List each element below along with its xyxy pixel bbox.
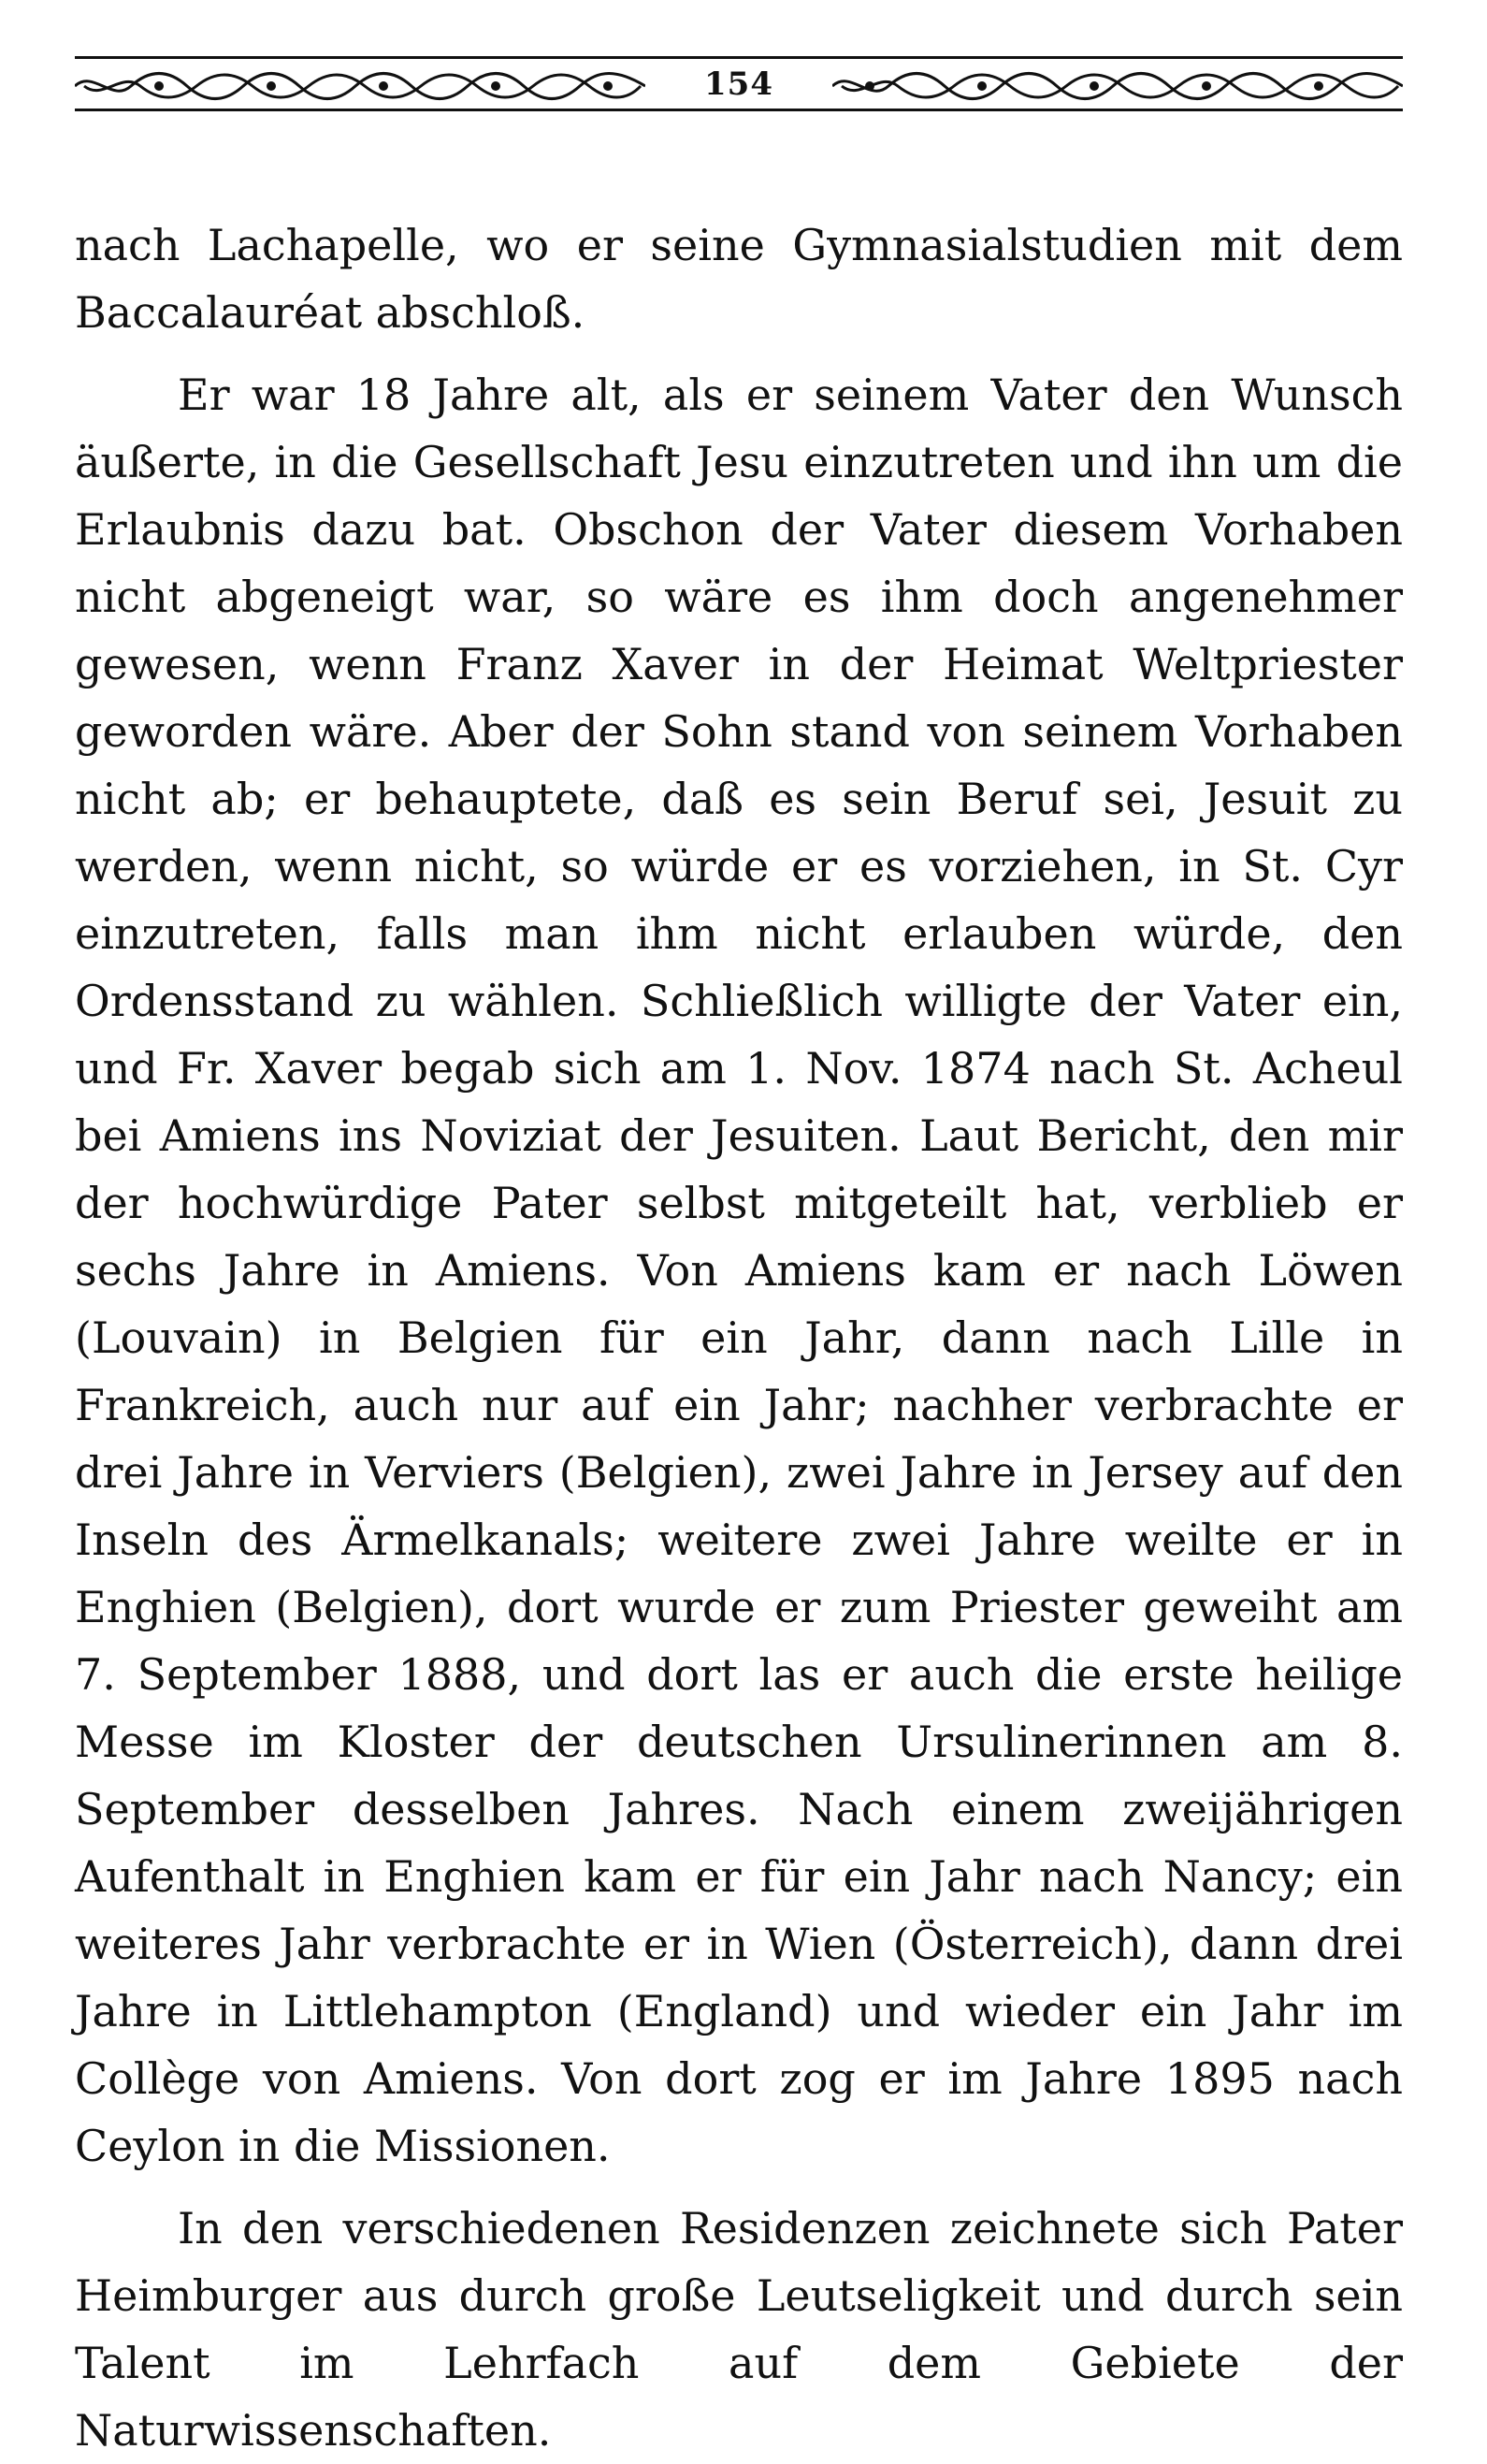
decorative-vine-border-icon <box>832 69 1403 103</box>
page-header <box>75 47 1403 122</box>
paragraph-1: nach Lachapelle, wo er seine Gymnasialstudien mit dem Baccalauréat abschloß. <box>75 220 1403 338</box>
paragraph-2: Er war 18 Jahre alt, als er seinem Vater den Wunsch äußerte, in die Gesellschaft Jesu einzutreten und ihn um die Erlaubnis dazu bat. Obschon der Vater diesem Vorhaben nicht abgeneigt war, so wäre es ihm doch angenehmer gewesen, wenn Franz Xaver in der Heimat Weltpriester geworden wäre. Aber der Sohn stand von seinem Vorhaben nicht ab; er behauptete, daß es sein Beruf sei, Jesuit zu werden, wenn nicht, so würde er es vorziehen, in St. Cyr einzutreten, falls man ihm nicht erlauben würde, den Ordensstand zu wählen. Schließlich willigte der Vater ein, und Fr. Xaver begab sich am 1. Nov. 1874 nach St. Acheul bei Amiens ins Noviziat der Jesuiten. Laut Bericht, den mir der hochwürdige Pater selbst mitgeteilt hat, verblieb er sechs Jahre in Amiens. Von Amiens kam er nach Löwen (Louvain) in Belgien für ein Jahr, dann nach Lille in Frankreich, auch nur auf ein Jahr; nachher verbrachte er drei Jahre in Verviers (Belgien), zwei Jahre in Jersey auf den Inseln des Ärmelkanals; weitere zwei Jahre weilte er in Enghien (Belgien), dort wurde er zum Priester geweiht am 7. September 1888, und dort las er auch die erste heilige Messe im Kloster der deutschen Ursulinerinnen am 8. September desselben Jahres. Nach einem zweijährigen Aufenthalt in Enghien kam er für ein Jahr nach Nancy; ein weiteres Jahr verbrachte er in Wien (Österreich), dann drei Jahre in Littlehampton (England) und wieder ein Jahr im Collège von Amiens. Von dort zog er im Jahre 1895 nach Ceylon in die Missionen. <box>75 370 1403 2171</box>
header-rule-top <box>75 56 1403 59</box>
page-number: 154 <box>704 65 773 103</box>
paragraph-3: In den verschiedenen Residenzen zeichnete sich Pater Heimburger aus durch große Leutseligkeit und durch sein Talent im Lehrfach auf dem Gebiete der Naturwissenschaften. <box>75 2203 1403 2456</box>
body-text <box>75 211 1403 2464</box>
book-page <box>75 47 1403 2456</box>
header-rule-bottom <box>75 109 1403 111</box>
